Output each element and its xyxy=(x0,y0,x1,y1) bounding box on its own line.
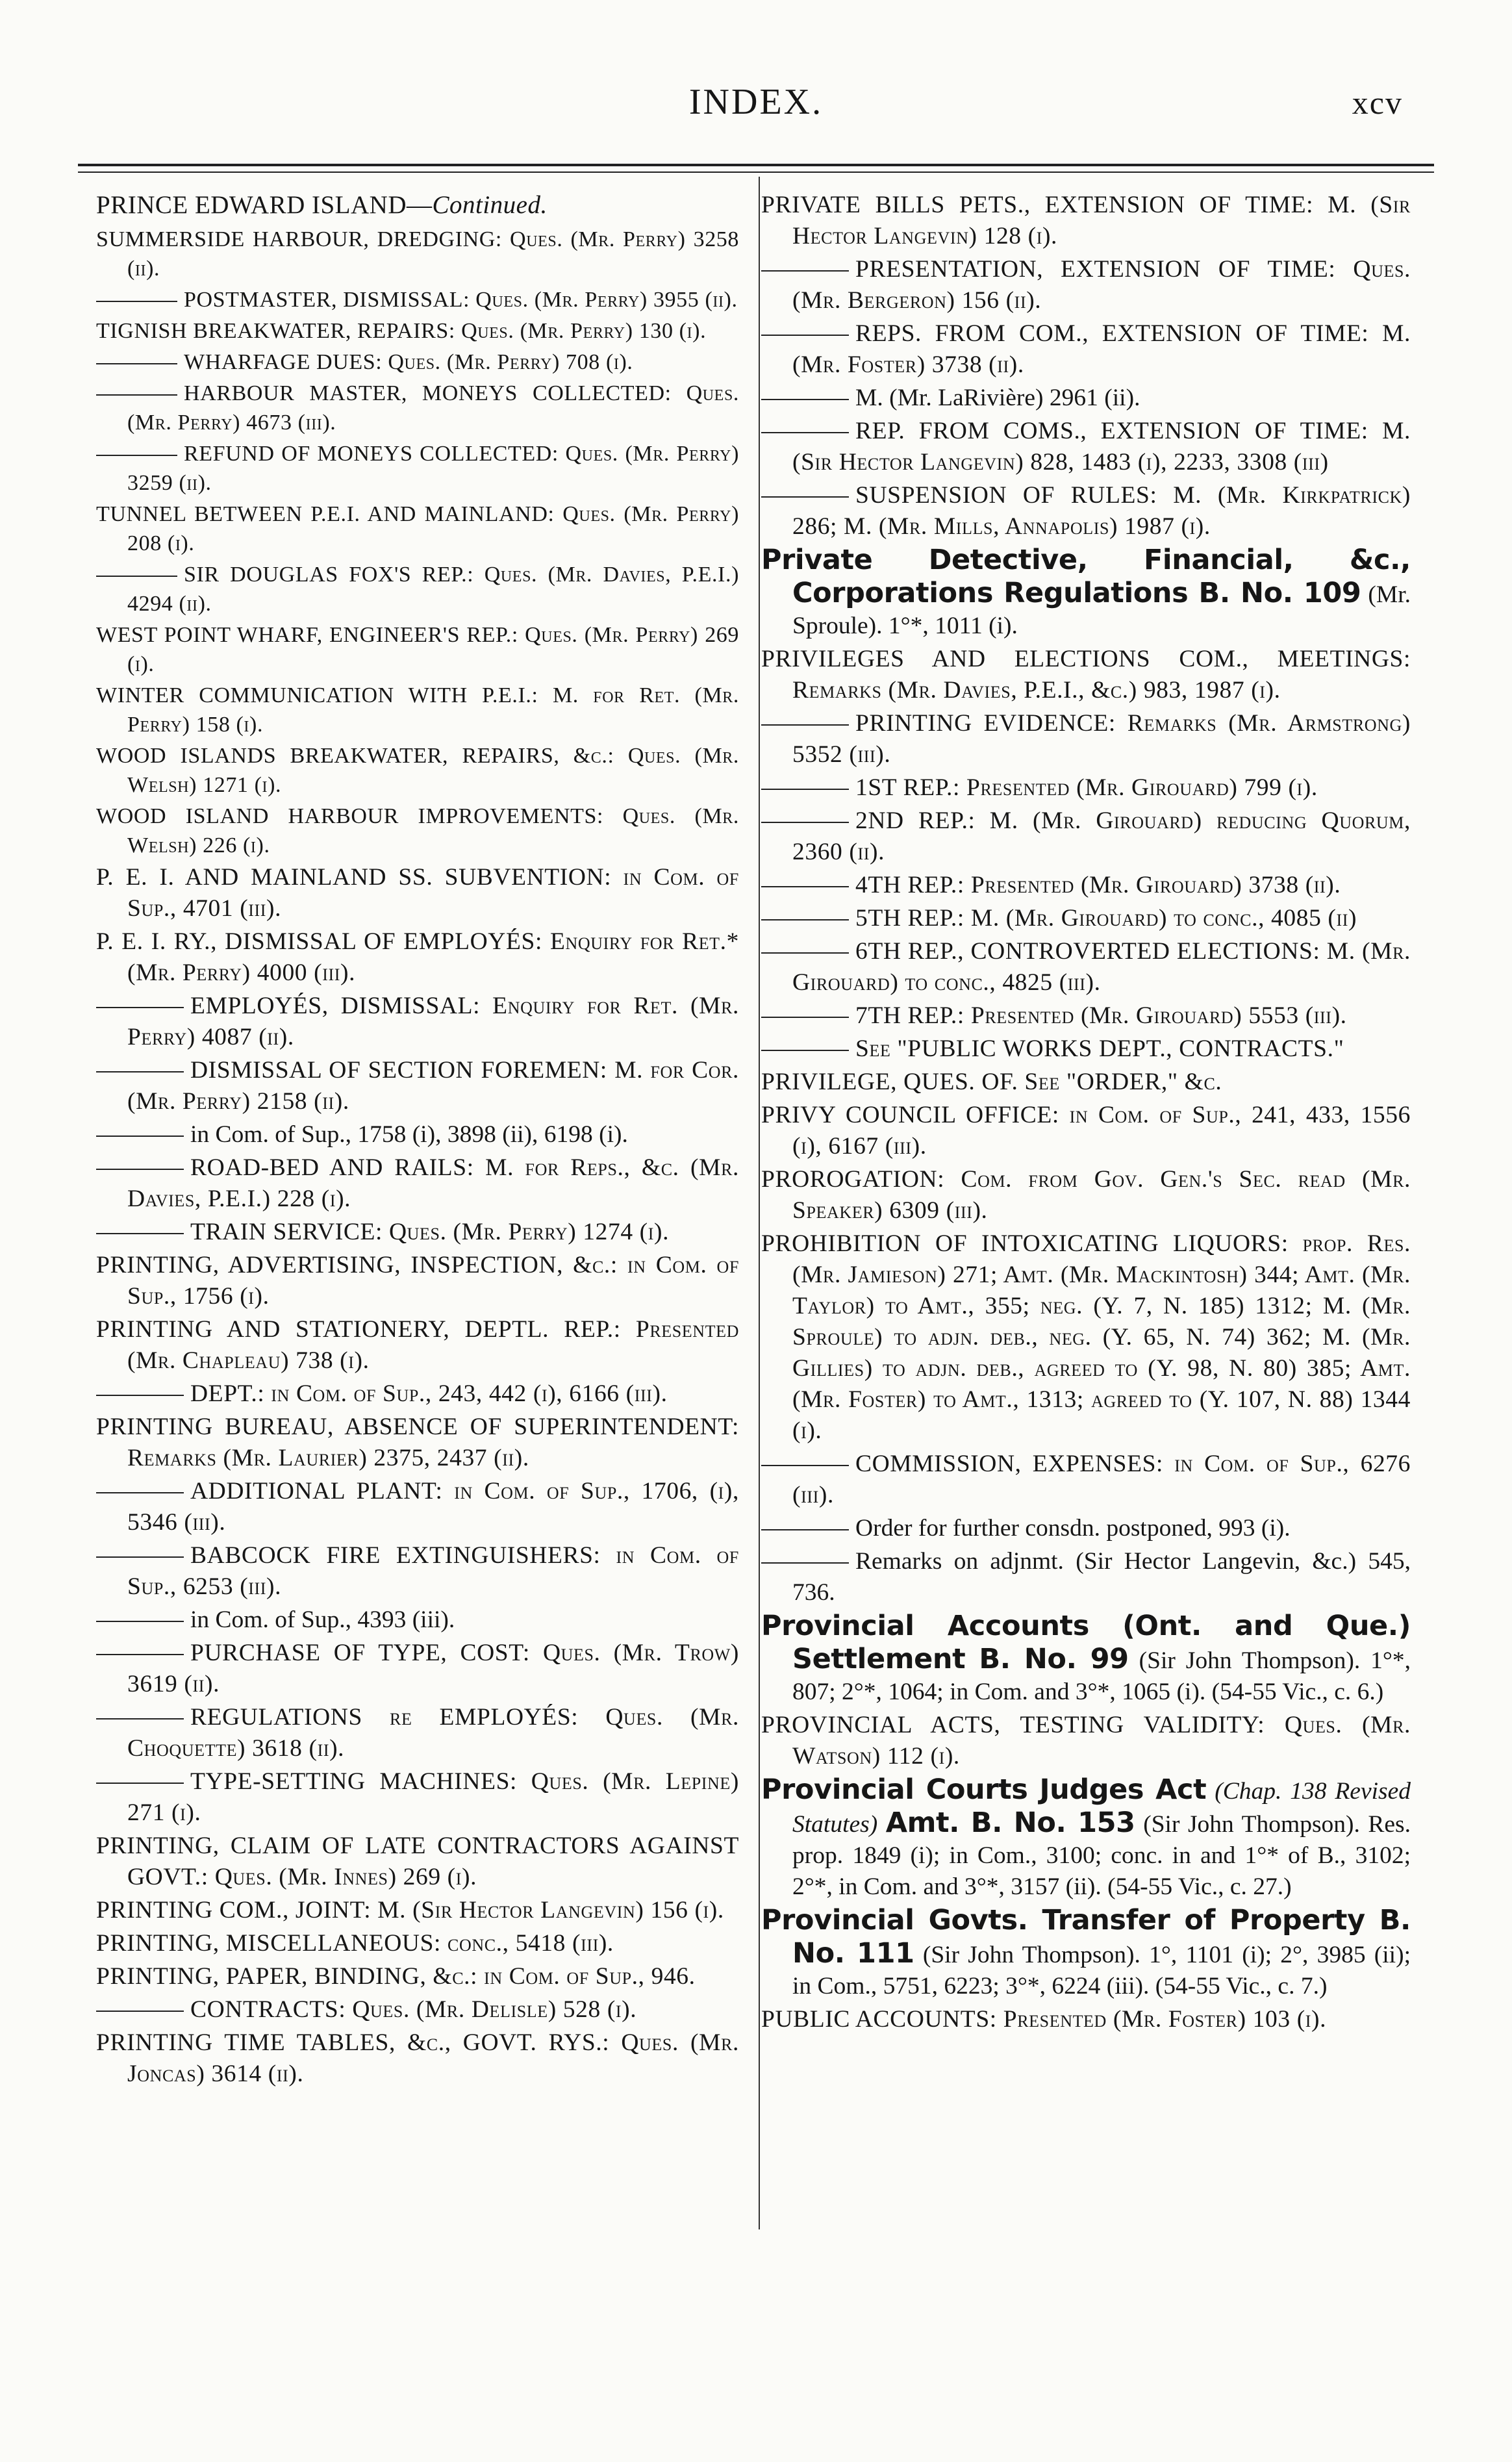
ditto-dash xyxy=(96,1492,184,1493)
index-entry: PRINTING, PAPER, BINDING, &c.: in Com. of Sup., 946. xyxy=(96,1963,696,1990)
index-entry: PROHIBITION OF INTOXICATING LIQUORS: prop. Res. (Mr. Jamieson) 271; Amt. (Mr. Mackintosh) 344; Amt. (Mr. Taylor) to Amt., 355; neg. (Y. 7, N. 185) 1312; M. (Mr. Sproule) to adjn. deb., neg. (Y. 65, N. 74) 362; M. (Mr. Gillies) to adjn. deb., agreed to (Y. 98, N. 80) 385; Amt. (Mr. Foster) to Amt., 1313; agreed to (Y. 107, N. 88) 1344 (i). xyxy=(761,1230,1411,1444)
index-entry: PRIVY COUNCIL OFFICE: in Com. of Sup., 241, 433, 1556 (i), 6167 (iii). xyxy=(761,1102,1411,1160)
ditto-dash xyxy=(96,394,177,396)
header-rule-thick xyxy=(78,164,1434,166)
header-rule-thin xyxy=(78,171,1434,173)
ditto-dash xyxy=(761,496,849,498)
index-entry: ROAD-BED AND RAILS: M. for Reps., &c. (Mr. Davies, P.E.I.) 228 (i). xyxy=(96,1152,739,1215)
ditto-dash xyxy=(761,432,849,433)
ditto-dash xyxy=(761,270,849,272)
ditto-dash xyxy=(761,886,849,887)
index-entry: 1ST REP.: Presented (Mr. Girouard) 799 (i). xyxy=(761,772,1411,804)
ditto-dash xyxy=(96,1654,184,1655)
ditto-dash xyxy=(761,789,849,790)
index-entry: BABCOCK FIRE EXTINGUISHERS: in Com. of Sup., 6253 (iii). xyxy=(96,1540,739,1603)
index-entry: 5TH REP.: M. (Mr. Girouard) to conc., 4085 (ii) xyxy=(761,903,1411,934)
page-number: xcv xyxy=(1352,84,1403,121)
index-entry: Remarks on adjnmt. (Sir Hector Langevin, &c.) 545, 736. xyxy=(761,1546,1411,1608)
ditto-dash xyxy=(761,335,849,336)
column-divider xyxy=(759,177,760,2229)
index-entry: PRINTING, CLAIM OF LATE CONTRACTORS AGAINST GOVT.: Ques. (Mr. Innes) 269 (i). xyxy=(96,1833,739,1890)
index-entry: M. (Mr. LaRivière) 2961 (ii). xyxy=(761,383,1411,414)
ditto-dash xyxy=(96,301,177,302)
index-entry: PRINTING AND STATIONERY, DEPTL. REP.: Presented (Mr. Chapleau) 738 (i). xyxy=(96,1316,739,1374)
ditto-dash xyxy=(761,1562,849,1564)
ditto-dash xyxy=(761,822,849,823)
index-entry: REP. FROM COMS., EXTENSION OF TIME: M. (Sir Hector Langevin) 828, 1483 (i), 2233, 3308 (iii) xyxy=(761,416,1411,478)
index-entry: PROROGATION: Com. from Gov. Gen.'s Sec. read (Mr. Speaker) 6309 (iii). xyxy=(761,1166,1411,1224)
index-entry: WOOD ISLAND HARBOUR IMPROVEMENTS: Ques. (Mr. Welsh) 226 (i). xyxy=(96,804,739,857)
index-entry: TYPE-SETTING MACHINES: Ques. (Mr. Lepine) 271 (i). xyxy=(96,1766,739,1829)
index-entry: PRINTING, MISCELLANEOUS: conc., 5418 (iii). xyxy=(96,1930,614,1957)
ditto-dash xyxy=(96,455,177,456)
ditto-dash xyxy=(96,1233,184,1234)
bill-title: Private Detective, Financial, &c., Corporations Regulations B. No. 109 xyxy=(761,544,1411,609)
ditto-dash xyxy=(96,1136,184,1137)
index-entry: TRAIN SERVICE: Ques. (Mr. Perry) 1274 (i). xyxy=(96,1217,739,1248)
index-entry: HARBOUR MASTER, MONEYS COLLECTED: Ques. (Mr. Perry) 4673 (iii). xyxy=(96,379,739,437)
index-entry: SUSPENSION OF RULES: M. (Mr. Kirkpatrick) 286; M. (Mr. Mills, Annapolis) 1987 (i). xyxy=(761,480,1411,542)
ditto-dash xyxy=(761,952,849,954)
bill-entry: Private Detective, Financial, &c., Corporations Regulations B. No. 109 (Mr. Sproule). 1°*, 1011 (i). xyxy=(761,544,1411,639)
index-entry: 2ND REP.: M. (Mr. Girouard) reducing Quorum, 2360 (ii). xyxy=(761,806,1411,868)
index-entry: PRIVILEGES AND ELECTIONS COM., MEETINGS: Remarks (Mr. Davies, P.E.I., &c.) 983, 1987 (i). xyxy=(761,646,1411,704)
ditto-dash xyxy=(96,1783,184,1784)
index-entry: WHARFAGE DUES: Ques. (Mr. Perry) 708 (i). xyxy=(96,348,739,377)
index-entry: PRIVATE BILLS PETS., EXTENSION OF TIME: M. (Sir Hector Langevin) 128 (i). xyxy=(761,192,1411,249)
bill-entry: Provincial Govts. Transfer of Property B. No. 111 (Sir John Thompson). 1°, 1101 (i); 2°, 3985 (ii); in Com., 5751, 6223; 3°*, 6224 (iii). (54-55 Vic., c. 7.) xyxy=(761,1904,1411,1999)
ditto-dash xyxy=(96,576,177,577)
index-entry: P. E. I. RY., DISMISSAL OF EMPLOYÉS: Enquiry for Ret.* (Mr. Perry) 4000 (iii). xyxy=(96,928,739,986)
index-entry: in Com. of Sup., 1758 (i), 3898 (ii), 6198 (i). xyxy=(96,1119,739,1150)
index-entry: PRIVILEGE, QUES. OF. See "ORDER," &c. xyxy=(761,1069,1222,1095)
index-entry: P. E. I. AND MAINLAND SS. SUBVENTION: in Com. of Sup., 4701 (iii). xyxy=(96,864,739,922)
index-entry: COMMISSION, EXPENSES: in Com. of Sup., 6276 (iii). xyxy=(761,1449,1411,1511)
index-entry: WEST POINT WHARF, ENGINEER'S REP.: Ques. (Mr. Perry) 269 (i). xyxy=(96,623,739,676)
ditto-dash xyxy=(96,1071,184,1072)
index-entry: PROVINCIAL ACTS, TESTING VALIDITY: Ques. (Mr. Watson) 112 (i). xyxy=(761,1712,1411,1770)
page-title: INDEX. xyxy=(688,82,824,122)
index-entry: ADDITIONAL PLANT: in Com. of Sup., 1706, (i), 5346 (iii). xyxy=(96,1476,739,1538)
index-entry: PUBLIC ACCOUNTS: Presented (Mr. Foster) 103 (i). xyxy=(761,2006,1327,2033)
right-column xyxy=(761,190,1411,2037)
ditto-dash xyxy=(761,919,849,920)
index-entry: REFUND OF MONEYS COLLECTED: Ques. (Mr. Perry) 3259 (ii). xyxy=(96,439,739,498)
index-entry: PRINTING COM., JOINT: M. (Sir Hector Langevin) 156 (i). xyxy=(96,1897,724,1923)
ditto-dash xyxy=(761,1017,849,1018)
bill-title: Provincial Accounts (Ont. and Que.) Settlement B. No. 99 xyxy=(761,1610,1411,1675)
index-entry: PRINTING TIME TABLES, &c., GOVT. RYS.: Ques. (Mr. Joncas) 3614 (ii). xyxy=(96,2029,739,2087)
index-entry: EMPLOYÉS, DISMISSAL: Enquiry for Ret. (Mr. Perry) 4087 (ii). xyxy=(96,991,739,1053)
page-header xyxy=(0,81,1512,133)
index-entry: Order for further consdn. postponed, 993 (i). xyxy=(761,1513,1411,1544)
index-entry: WINTER COMMUNICATION WITH P.E.I.: M. for Ret. (Mr. Perry) 158 (i). xyxy=(96,683,739,737)
index-entry: CONTRACTS: Ques. (Mr. Delisle) 528 (i). xyxy=(96,1994,739,2025)
bill-entry: Provincial Courts Judges Act (Chap. 138 Revised Statutes) Amt. B. No. 153 (Sir John Thompson). Res. prop. 1849 (i); in Com., 3100; conc. in and 1°* of B., 3102; 2°*, in Com. and 3°*, 3157 (ii). (54-55 Vic., c. 27.) xyxy=(761,1773,1411,1900)
ditto-dash xyxy=(761,1050,849,1051)
ditto-dash xyxy=(96,1556,184,1558)
ditto-dash xyxy=(96,1395,184,1396)
index-entry: PRESENTATION, EXTENSION OF TIME: Ques. (Mr. Bergeron) 156 (ii). xyxy=(761,254,1411,316)
index-entry: WOOD ISLANDS BREAKWATER, REPAIRS, &c.: Ques. (Mr. Welsh) 1271 (i). xyxy=(96,744,739,797)
ditto-dash xyxy=(96,363,177,364)
left-column xyxy=(96,190,739,2092)
index-entry: DISMISSAL OF SECTION FOREMEN: M. for Cor. (Mr. Perry) 2158 (ii). xyxy=(96,1055,739,1117)
index-entry: in Com. of Sup., 4393 (iii). xyxy=(96,1605,739,1636)
index-entry: POSTMASTER, DISMISSAL: Ques. (Mr. Perry) 3955 (ii). xyxy=(96,285,739,314)
bill-entry: Provincial Accounts (Ont. and Que.) Settlement B. No. 99 (Sir John Thompson). 1°*, 807; 2°*, 1064; in Com. and 3°*, 1065 (i). (54-55 Vic., c. 6.) xyxy=(761,1610,1411,1705)
ditto-dash xyxy=(761,1465,849,1466)
bill-title: Provincial Govts. Transfer of Property B. No. 111 xyxy=(761,1904,1411,1970)
index-entry: TIGNISH BREAKWATER, REPAIRS: Ques. (Mr. Perry) 130 (i). xyxy=(96,319,707,343)
index-entry: REPS. FROM COM., EXTENSION OF TIME: M. (Mr. Foster) 3738 (ii). xyxy=(761,318,1411,381)
section-heading: PRINCE EDWARD ISLAND—Continued. xyxy=(96,191,548,219)
index-entry: 6TH REP., CONTROVERTED ELECTIONS: M. (Mr. Girouard) to conc., 4825 (iii). xyxy=(761,936,1411,998)
ditto-dash xyxy=(96,1169,184,1170)
index-entry: PRINTING, ADVERTISING, INSPECTION, &c.: in Com. of Sup., 1756 (i). xyxy=(96,1252,739,1310)
index-entry: SUMMERSIDE HARBOUR, DREDGING: Ques. (Mr. Perry) 3258 (ii). xyxy=(96,227,739,281)
index-entry: 4TH REP.: Presented (Mr. Girouard) 3738 (ii). xyxy=(761,870,1411,901)
index-entry: PRINTING EVIDENCE: Remarks (Mr. Armstrong) 5352 (iii). xyxy=(761,708,1411,770)
index-entry: SIR DOUGLAS FOX'S REP.: Ques. (Mr. Davies, P.E.I.) 4294 (ii). xyxy=(96,560,739,618)
index-entry: DEPT.: in Com. of Sup., 243, 442 (i), 6166 (iii). xyxy=(96,1378,739,1410)
index-entry: 7TH REP.: Presented (Mr. Girouard) 5553 (iii). xyxy=(761,1000,1411,1032)
index-entry: See "PUBLIC WORKS DEPT., CONTRACTS." xyxy=(761,1034,1411,1065)
bill-title: Provincial Courts Judges Act xyxy=(761,1773,1207,1806)
index-entry: PURCHASE OF TYPE, COST: Ques. (Mr. Trow) 3619 (ii). xyxy=(96,1638,739,1700)
index-entry: PRINTING BUREAU, ABSENCE OF SUPERINTENDENT: Remarks (Mr. Laurier) 2375, 2437 (ii). xyxy=(96,1414,739,1471)
ditto-dash xyxy=(761,1529,849,1530)
index-entry: TUNNEL BETWEEN P.E.I. AND MAINLAND: Ques. (Mr. Perry) 208 (i). xyxy=(96,502,739,555)
ditto-dash xyxy=(96,1007,184,1008)
ditto-dash xyxy=(761,724,849,726)
ditto-dash xyxy=(761,399,849,400)
index-entry: REGULATIONS re EMPLOYÉS: Ques. (Mr. Choquette) 3618 (ii). xyxy=(96,1702,739,1764)
ditto-dash xyxy=(96,1718,184,1720)
ditto-dash xyxy=(96,1621,184,1622)
ditto-dash xyxy=(96,2011,184,2012)
